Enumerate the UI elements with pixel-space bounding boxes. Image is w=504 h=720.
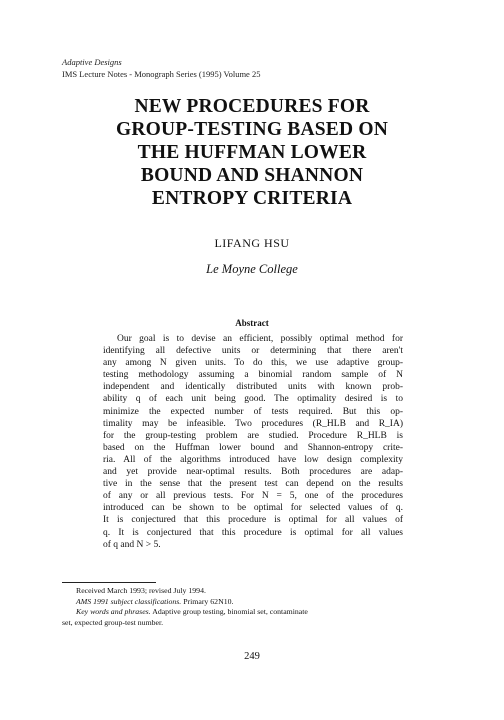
title-line: BOUND AND SHANNON: [140, 165, 364, 186]
abstract-line: based on the Huffman lower bound and Shannon-entropy crite-: [103, 442, 403, 453]
abstract-line: of any or all previous tests. For N = 5, one of the procedures: [103, 491, 403, 502]
received-note: Received March 1993; revised July 1994.: [76, 586, 206, 595]
author-name: LIFANG HSU: [214, 236, 290, 250]
title-line: NEW PROCEDURES FOR: [134, 96, 370, 117]
footnotes: [62, 586, 442, 629]
ams-label: AMS 1991 subject classifications.: [76, 596, 182, 606]
keywords-continued: set, expected group-test number.: [62, 618, 164, 628]
abstract-line: Our goal is to devise an efficient, possibly optimal method for: [117, 334, 403, 344]
abstract-line: any among N given units. To do this, we use adaptive group-: [103, 358, 403, 369]
abstract-line: introduced can be shown to be optimal for selected values of q.: [103, 503, 403, 514]
abstract-line: timality may be infeasible. Two procedures (R_HLB and R_IA): [103, 418, 403, 429]
abstract-line: independent and identically distributed units with known prob-: [103, 382, 403, 393]
abstract-line: for the group-testing problem are studied. Procedure R_HLB is: [103, 430, 403, 441]
abstract-line: tive in the sense that the present test can depend on the results: [103, 479, 403, 490]
paper-title: [50, 95, 454, 210]
abstract-body: [103, 333, 403, 551]
keywords-value: Adaptive group testing, binomial set, contaminate: [152, 607, 308, 617]
abstract-line: of q and N > 5.: [103, 539, 161, 550]
ams-value: Primary 62N10.: [183, 596, 234, 606]
title-line: ENTROPY CRITERIA: [151, 188, 353, 209]
abstract-line: ria. All of the algorithms introduced have low design complexity: [103, 454, 403, 465]
series-notes: IMS Lecture Notes - Monograph Series (1995) Volume 25: [62, 69, 261, 79]
abstract-line: It is conjectured that this procedure is optimal for all values of: [103, 515, 403, 526]
author-affiliation: Le Moyne College: [206, 262, 298, 276]
running-header: [62, 56, 260, 80]
series-title: Adaptive Designs: [62, 57, 122, 67]
abstract-line: minimize the expected number of tests required. But this op-: [103, 406, 403, 417]
title-line: GROUP-TESTING BASED ON: [115, 119, 389, 140]
abstract-line: ability q of each unit being good. The optimality desired is to: [103, 394, 403, 405]
abstract-line: identifying all defective units or determining that there aren't: [103, 346, 403, 357]
title-line: THE HUFFMAN LOWER: [137, 142, 367, 163]
keywords-label: Key words and phrases.: [76, 607, 151, 617]
abstract-heading: Abstract: [235, 318, 269, 328]
abstract-line: q. It is conjectured that this procedure is optimal for all values: [103, 527, 403, 538]
ams-classification: [62, 597, 442, 608]
abstract-line: and yet provide near-optimal results. Both procedures are adap-: [103, 467, 403, 478]
page-number: 249: [244, 651, 260, 662]
keywords: [62, 607, 442, 618]
abstract-line: testing methodology assuming a binomial random sample of N: [103, 370, 403, 381]
footnote-rule: [62, 582, 156, 583]
